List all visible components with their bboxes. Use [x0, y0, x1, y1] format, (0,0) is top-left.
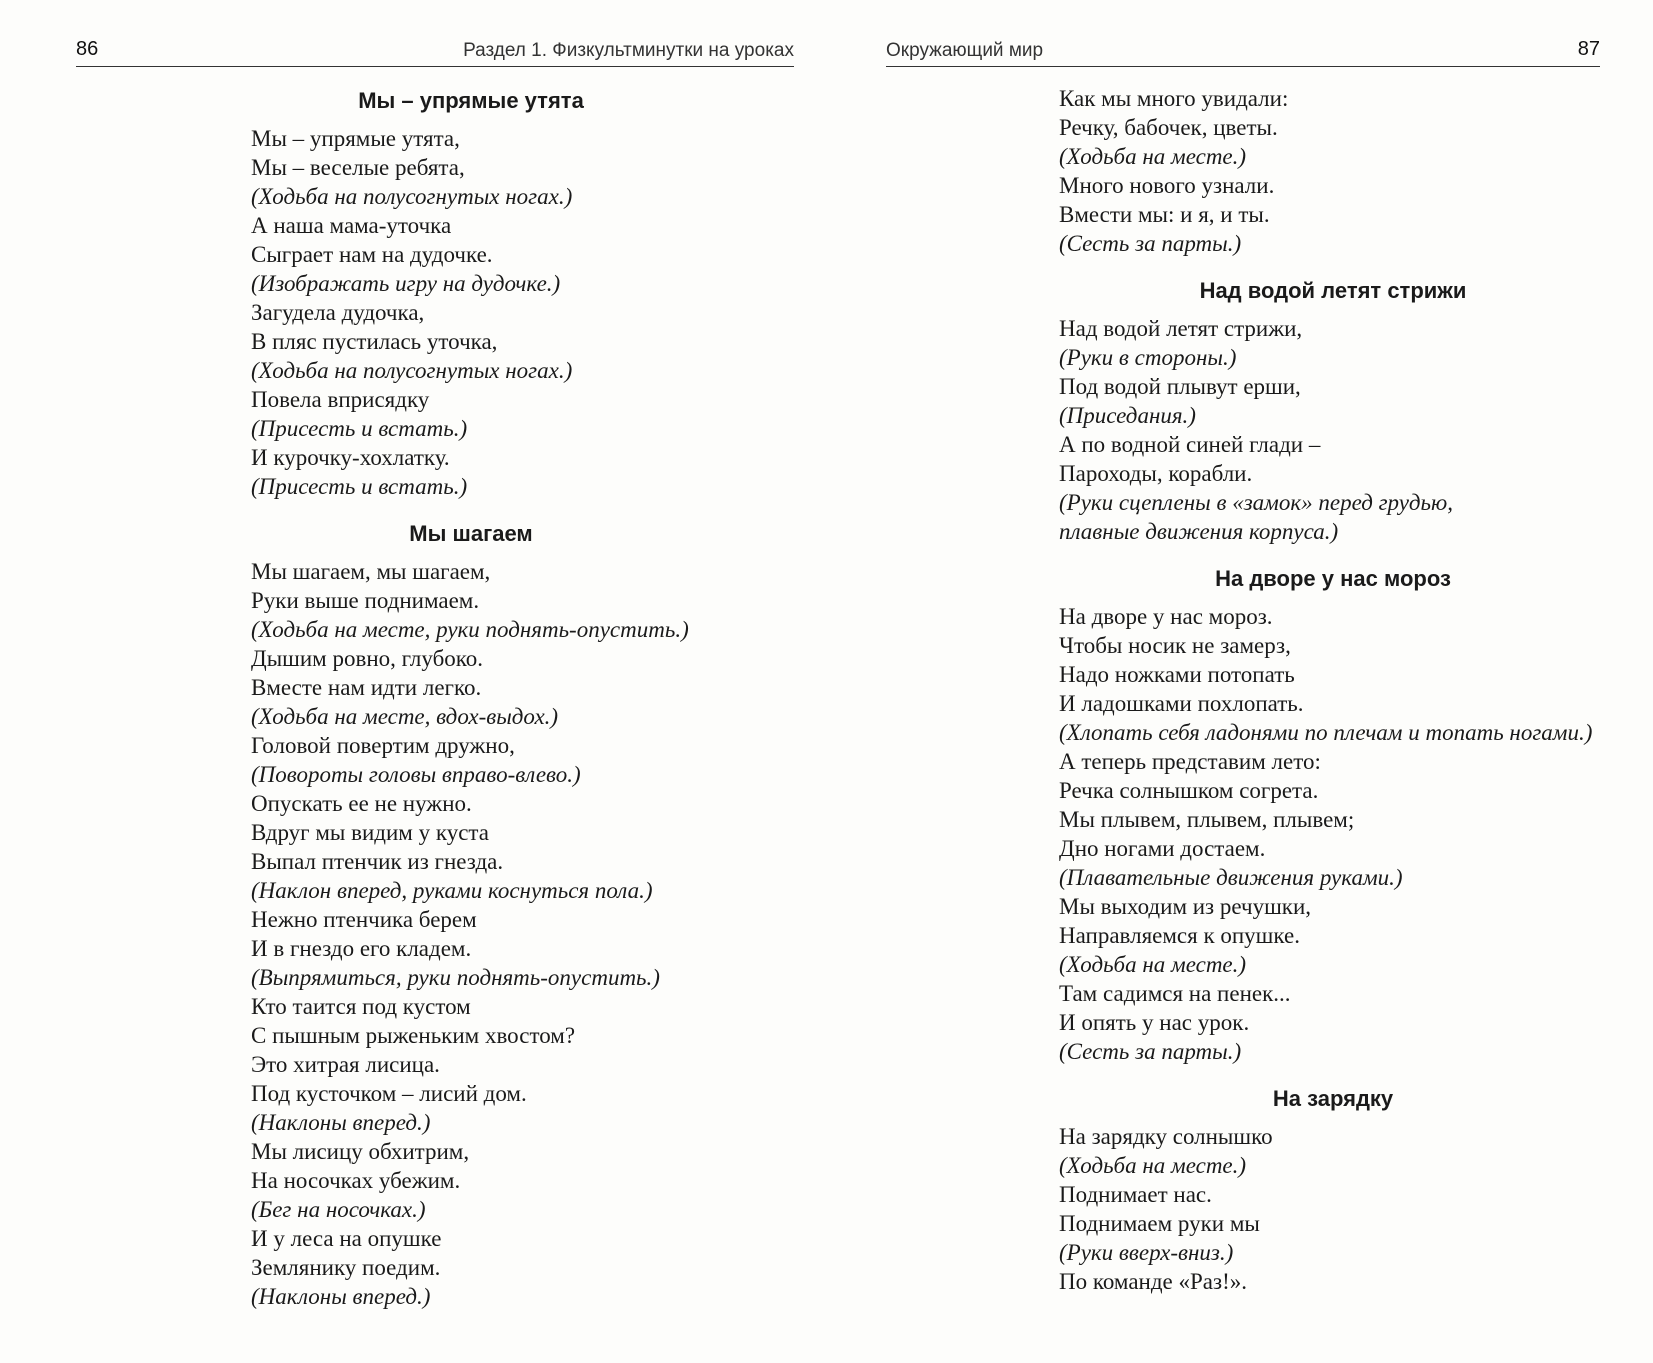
poem-line: Поднимает нас. [1059, 1182, 1212, 1207]
poem-line: Под кусточком – лисий дом. [251, 1081, 527, 1106]
section-title: Окружающий мир [886, 40, 1044, 61]
poem-line: Дышим ровно, глубоко. [251, 646, 484, 671]
poem-line: Как мы много увидали: [1059, 86, 1289, 111]
poem-title: На дворе у нас мороз [1215, 566, 1451, 591]
poem-line: И у леса на опушке [251, 1226, 442, 1251]
poem-line: Речку, бабочек, цветы. [1059, 115, 1278, 140]
stage-direction: (Плавательные движения руками.) [1059, 865, 1403, 890]
poem-line: А теперь представим лето: [1059, 749, 1321, 774]
poem-line: Это хитрая лисица. [251, 1052, 440, 1077]
poem-line: Руки выше поднимаем. [251, 588, 480, 613]
stage-direction: (Руки вверх-вниз.) [1059, 1240, 1234, 1265]
poem-line: Дно ногами достаем. [1059, 836, 1266, 861]
stage-direction: (Выпрямиться, руки поднять-опустить.) [251, 965, 660, 990]
poem-line: Сыграет нам на дудочке. [251, 242, 493, 267]
poem-title: Мы шагаем [409, 521, 533, 546]
stage-direction: (Руки в стороны.) [1059, 345, 1237, 370]
poem-line: На носочках убежим. [251, 1168, 461, 1193]
poem-line: Надо ножками потопать [1059, 662, 1295, 687]
stage-direction: (Ходьба на полусогнутых ногах.) [251, 184, 573, 209]
poem-line: Под водой плывут ерши, [1059, 374, 1301, 399]
stage-direction: (Присесть и встать.) [251, 416, 468, 441]
poem-line: Направляемся к опушке. [1059, 923, 1300, 948]
poem-continuation [1059, 84, 1639, 258]
poem-line: Загудела дудочка, [251, 300, 425, 325]
stage-direction: плавные движения корпуса.) [1059, 519, 1339, 544]
poem-line: Много нового узнали. [1059, 173, 1275, 198]
stage-direction: (Повороты головы вправо-влево.) [251, 762, 581, 787]
stage-direction: (Присесть и встать.) [251, 474, 468, 499]
poem-line: Вдруг мы видим у куста [251, 820, 489, 845]
poem-line: Мы лисицу обхитрим, [251, 1139, 470, 1164]
poem [251, 84, 751, 501]
poem-title: На зарядку [1272, 1086, 1394, 1111]
stage-direction: (Ходьба на месте, вдох-выдох.) [251, 704, 559, 729]
poem-line: Речка солнышком согрета. [1059, 778, 1319, 803]
poem-line: И в гнездо его кладем. [251, 936, 472, 961]
poem-line: А наша мама-уточка [251, 213, 452, 238]
stage-direction: (Наклоны вперед.) [251, 1110, 431, 1135]
poem-line: Мы плывем, плывем, плывем; [1059, 807, 1355, 832]
poem [1059, 562, 1639, 1066]
poem-line: И курочку-хохлатку. [251, 445, 450, 470]
poem-line: Мы – упрямые утята, [251, 126, 460, 151]
poem-line: Вмести мы: и я, и ты. [1059, 202, 1270, 227]
section-title: Раздел 1. Физкультминутки на уроках [463, 40, 794, 61]
poem-line: Головой повертим дружно, [251, 733, 515, 758]
stage-direction: (Руки сцеплены в «замок» перед грудью, [1059, 490, 1453, 515]
right-running-head [886, 38, 1600, 67]
poem-line: Там садимся на пенек... [1059, 981, 1291, 1006]
poem-line: Выпал птенчик из гнезда. [251, 849, 504, 874]
stage-direction: (Изображать игру на дудочке.) [251, 271, 561, 296]
poem-line: Повела вприсядку [251, 387, 430, 412]
poem-line: Чтобы носик не замерз, [1059, 633, 1291, 658]
poem [1059, 1082, 1639, 1296]
page-number: 87 [1577, 38, 1600, 60]
poem-line: Землянику поедим. [251, 1255, 441, 1280]
stage-direction: (Сесть за парты.) [1059, 1039, 1242, 1064]
stage-direction: (Ходьба на месте.) [1059, 952, 1247, 977]
poem-line: Нежно птенчика берем [251, 907, 477, 932]
stage-direction: (Приседания.) [1059, 403, 1196, 428]
poem-line: Мы шагаем, мы шагаем, [251, 559, 491, 584]
poem-line: Поднимаем руки мы [1059, 1211, 1260, 1236]
poem-title: Над водой летят стрижи [1199, 278, 1467, 303]
stage-direction: (Хлопать себя ладонями по плечам и топать ногами.) [1059, 720, 1593, 745]
poem-line: Кто таится под кустом [251, 994, 471, 1019]
stage-direction: (Наклоны вперед.) [251, 1284, 431, 1309]
poem-line: С пышным рыженьким хвостом? [251, 1023, 576, 1048]
left-running-head [76, 38, 794, 67]
poem-line: Мы – веселые ребята, [251, 155, 465, 180]
stage-direction: (Сесть за парты.) [1059, 231, 1242, 256]
poem-line: Вместе нам идти легко. [251, 675, 482, 700]
poem-line: В пляс пустилась уточка, [251, 329, 498, 354]
stage-direction: (Ходьба на месте.) [1059, 144, 1247, 169]
poem-line: И опять у нас урок. [1059, 1010, 1250, 1035]
page-number: 86 [76, 38, 99, 60]
poem-line: А по водной синей глади – [1059, 432, 1321, 457]
poem-line: По команде «Раз!». [1059, 1269, 1247, 1294]
poem-line: И ладошками похлопать. [1059, 691, 1304, 716]
poem [1059, 274, 1639, 546]
poem-line: Пароходы, корабли. [1059, 461, 1253, 486]
stage-direction: (Ходьба на месте.) [1059, 1153, 1247, 1178]
poem-title: Мы – упрямые утята [358, 88, 584, 113]
left-page-content [251, 84, 751, 1311]
stage-direction: (Бег на носочках.) [251, 1197, 426, 1222]
right-page [826, 0, 1653, 1363]
right-page-content [1059, 84, 1639, 1296]
stage-direction: (Ходьба на месте, руки поднять-опустить.) [251, 617, 689, 642]
left-page [0, 0, 826, 1363]
poem-line: Над водой летят стрижи, [1059, 316, 1303, 341]
poem-line: На зарядку солнышко [1059, 1124, 1273, 1149]
poem [251, 517, 751, 1311]
stage-direction: (Ходьба на полусогнутых ногах.) [251, 358, 573, 383]
poem-line: Опускать ее не нужно. [251, 791, 472, 816]
poem-line: На дворе у нас мороз. [1059, 604, 1273, 629]
poem-line: Мы выходим из речушки, [1059, 894, 1312, 919]
stage-direction: (Наклон вперед, руками коснуться пола.) [251, 878, 653, 903]
